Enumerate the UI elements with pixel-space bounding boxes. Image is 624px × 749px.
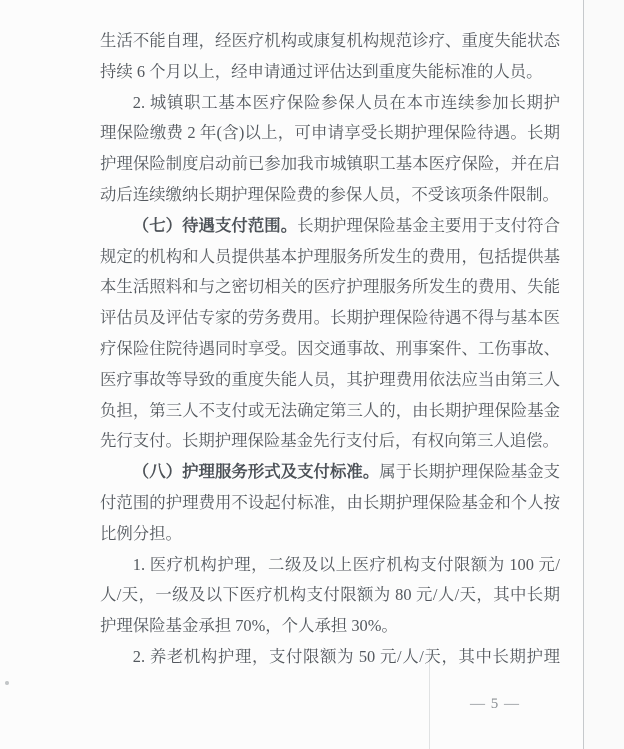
text-line (100, 365, 560, 396)
text-segment: 评估员及评估专家的劳务费用。长期护理保险待遇不得与基本医 (100, 308, 560, 328)
text-segment: 付范围的护理费用不设起付标准，由长期护理保险基金和个人按 (100, 492, 560, 512)
text-segment: 1. 医疗机构护理，二级及以上医疗机构支付限额为 100 元/ (132, 554, 560, 574)
text-line (100, 272, 560, 303)
text-line (100, 457, 560, 488)
text-line (100, 426, 560, 457)
text-segment: 动后连续缴纳长期护理保险费的参保人员，不受该项条件限制。 (100, 184, 559, 204)
document-body (100, 26, 560, 673)
text-segment: 生活不能自理，经医疗机构或康复机构规范诊疗、重度失能状态 (100, 31, 560, 50)
text-line (100, 396, 560, 427)
text-line (100, 88, 560, 119)
text-segment: 比例分担。 (100, 523, 182, 543)
text-line (100, 519, 560, 550)
text-segment: 本生活照料和与之密切相关的医疗护理服务所发生的费用、失能 (100, 277, 560, 297)
text-line (100, 580, 560, 611)
text-line (100, 57, 560, 88)
text-line (100, 118, 560, 149)
text-line (100, 211, 560, 242)
text-line (100, 303, 560, 334)
page-number: — 5 — (470, 696, 520, 712)
text-line (100, 149, 560, 180)
text-segment: 医疗事故等导致的重度失能人员，其护理费用依法应当由第三人 (100, 369, 560, 389)
text-line (100, 26, 560, 57)
text-segment: 护理保险制度启动前已参加我市城镇职工基本医疗保险，并在启 (100, 154, 560, 174)
text-segment: 2. 城镇职工基本医疗保险参保人员在本市连续参加长期护 (132, 92, 560, 112)
text-segment: 负担，第三人不支付或无法确定第三人的，由长期护理保险基金 (100, 400, 560, 420)
text-segment: 长期护理保险基金主要用于支付符合 (297, 215, 560, 235)
text-segment: 规定的机构和人员提供基本护理服务所发生的费用，包括提供基 (100, 246, 560, 266)
section-heading-segment: （八）护理服务形式及支付标准。 (132, 462, 380, 482)
text-line (100, 334, 560, 365)
scan-edge-strip (583, 0, 624, 749)
text-line (100, 180, 560, 211)
text-segment: 疗保险住院待遇同时享受。因交通事故、刑事案件、工伤事故、 (100, 338, 560, 358)
text-line (100, 642, 560, 673)
text-segment: 持续 6 个月以上，经申请通过评估达到重度失能标准的人员。 (100, 61, 543, 81)
text-segment: 人/天，一级及以下医疗机构支付限额为 80 元/人/天，其中长期 (100, 585, 560, 605)
text-line (100, 488, 560, 519)
scan-speck-artifact (5, 681, 9, 685)
text-segment: 属于长期护理保险基金支 (379, 462, 560, 482)
text-line (100, 242, 560, 273)
section-heading-segment: （七）待遇支付范围。 (132, 215, 298, 235)
text-line (100, 611, 560, 642)
text-segment: 护理保险基金承担 70%，个人承担 30%。 (100, 616, 398, 636)
text-segment: 理保险缴费 2 年(含)以上，可申请享受长期护理保险待遇。长期 (100, 123, 560, 143)
text-segment: 先行支付。长期护理保险基金先行支付后，有权向第三人追偿。 (100, 431, 559, 451)
text-segment: 2. 养老机构护理，支付限额为 50 元/人/天，其中长期护理 (132, 646, 560, 666)
text-line (100, 550, 560, 581)
